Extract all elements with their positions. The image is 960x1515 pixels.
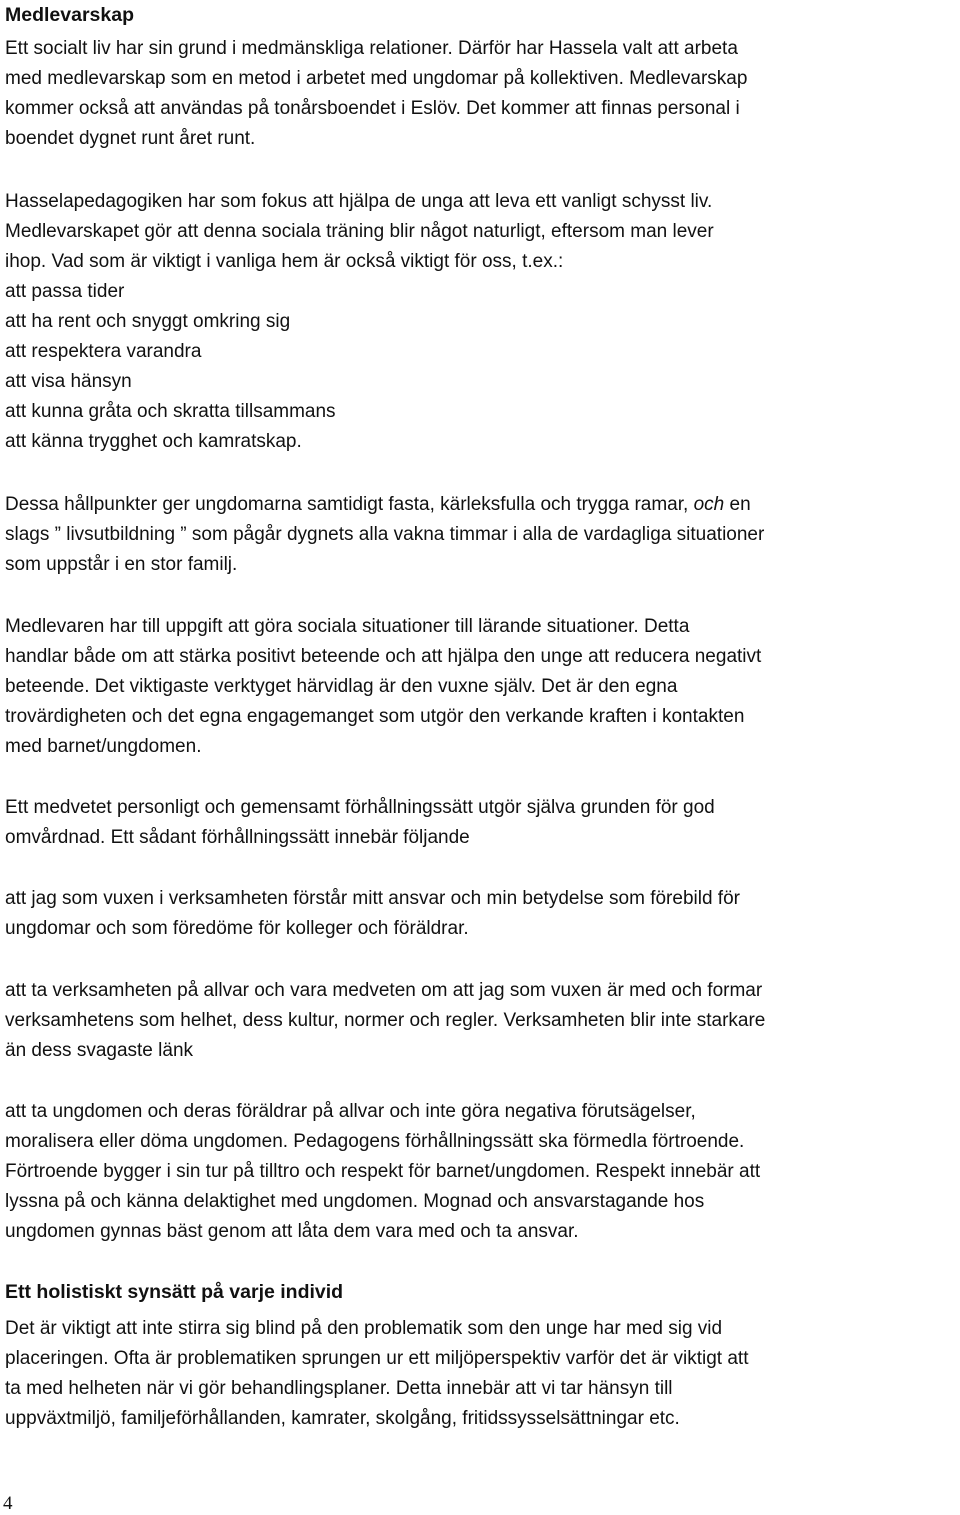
text-line: Hasselapedagogiken har som fokus att hjälpa de unga att leva ett vanligt schysst liv. [5, 191, 713, 212]
text-line: som uppstår i en stor familj. [5, 554, 238, 575]
emphasis-text: och [693, 494, 725, 515]
text-line: verksamhetens som helhet, dess kultur, normer och regler. Verksamheten blir inte starkare [5, 1010, 766, 1031]
text-line: moralisera eller döma ungdomen. Pedagogens förhållningssätt ska förmedla förtroende. [5, 1131, 745, 1152]
page-number: 4 [3, 1493, 13, 1514]
paragraph-ungdomen [5, 1097, 955, 1247]
text-line: Ett medvetet personligt och gemensamt förhållningssätt utgör själva grunden för god [5, 797, 715, 818]
paragraph-forhallningssatt [5, 793, 955, 853]
list-item: att ha rent och snyggt omkring sig [5, 311, 291, 332]
paragraph-hasselapedagogiken [5, 187, 955, 277]
paragraph-holistiskt [5, 1314, 955, 1434]
text-fragment: Dessa hållpunkter ger ungdomarna samtidigt fasta, kärleksfulla och trygga ramar, [5, 494, 689, 515]
paragraph-intro [5, 34, 955, 154]
text-line [5, 490, 955, 520]
text-line: beteende. Det viktigaste verktyget härvidlag är den vuxne själv. Det är den egna [5, 676, 678, 697]
text-line: Förtroende bygger i sin tur på tilltro och respekt för barnet/ungdomen. Respekt innebär att [5, 1161, 761, 1182]
text-line: placeringen. Ofta är problematiken sprungen ur ett miljöperspektiv varför det är viktigt att [5, 1348, 749, 1369]
list-item: att passa tider [5, 281, 125, 302]
list-item: att kunna gråta och skratta tillsammans [5, 401, 336, 422]
text-line: Medlevaren har till uppgift att göra sociala situationer till lärande situationer. Detta [5, 616, 690, 637]
text-line: Ett socialt liv har sin grund i medmänskliga relationer. Därför har Hassela valt att arbeta [5, 38, 738, 59]
text-line: ta med helheten när vi gör behandlingsplaner. Detta innebär att vi tar hänsyn till [5, 1378, 673, 1399]
list-item: att känna trygghet och kamratskap. [5, 431, 302, 452]
list-item: att respektera varandra [5, 341, 202, 362]
text-line: omvårdnad. Ett sådant förhållningssätt innebär följande [5, 827, 470, 848]
text-line: Det är viktigt att inte stirra sig blind på den problematik som den unge har med sig vid [5, 1318, 723, 1339]
text-line: med barnet/ungdomen. [5, 736, 202, 757]
text-fragment: en [729, 494, 751, 515]
paragraph-verksamheten [5, 976, 955, 1066]
section-heading-medlevarskap: Medlevarskap [5, 4, 134, 26]
text-line: ungdomen gynnas bäst genom att låta dem vara med och ta ansvar. [5, 1221, 579, 1242]
text-line: Medlevarskapet gör att denna sociala träning blir något naturligt, eftersom man lever [5, 221, 714, 242]
text-line: slags ” livsutbildning ” som pågår dygnets alla vakna timmar i alla de vardagliga situationer [5, 524, 765, 545]
text-line: att ta ungdomen och deras föräldrar på allvar och inte göra negativa förutsägelser, [5, 1101, 696, 1122]
text-line: boendet dygnet runt året runt. [5, 128, 256, 149]
values-list [5, 277, 955, 457]
paragraph-forebild [5, 884, 955, 944]
section-heading-holistiskt: Ett holistiskt synsätt på varje individ [5, 1281, 344, 1303]
text-line: lyssna på och känna delaktighet med ungdomen. Mognad och ansvarstagande hos [5, 1191, 705, 1212]
text-line: ungdomar och som föredöme för kolleger och föräldrar. [5, 918, 469, 939]
text-line: än dess svagaste länk [5, 1040, 194, 1061]
text-line: med medlevarskap som en metod i arbetet med ungdomar på kollektiven. Medlevarskap [5, 68, 748, 89]
text-line: ihop. Vad som är viktigt i vanliga hem är också viktigt för oss, t.ex.: [5, 251, 564, 272]
text-line: att ta verksamheten på allvar och vara medveten om att jag som vuxen är med och formar [5, 980, 763, 1001]
paragraph-medlevaren [5, 612, 955, 762]
paragraph-hallpunkter [5, 490, 955, 580]
text-line: trovärdigheten och det egna engagemanget som utgör den verkande kraften i kontakten [5, 706, 745, 727]
text-line: uppväxtmiljö, familjeförhållanden, kamrater, skolgång, fritidssysselsättningar etc. [5, 1408, 680, 1429]
text-line: kommer också att användas på tonårsboendet i Eslöv. Det kommer att finnas personal i [5, 98, 740, 119]
list-item: att visa hänsyn [5, 371, 132, 392]
text-line: handlar både om att stärka positivt beteende och att hjälpa den unge att reducera negativt [5, 646, 762, 667]
text-line: att jag som vuxen i verksamheten förstår mitt ansvar och min betydelse som förebild för [5, 888, 740, 909]
